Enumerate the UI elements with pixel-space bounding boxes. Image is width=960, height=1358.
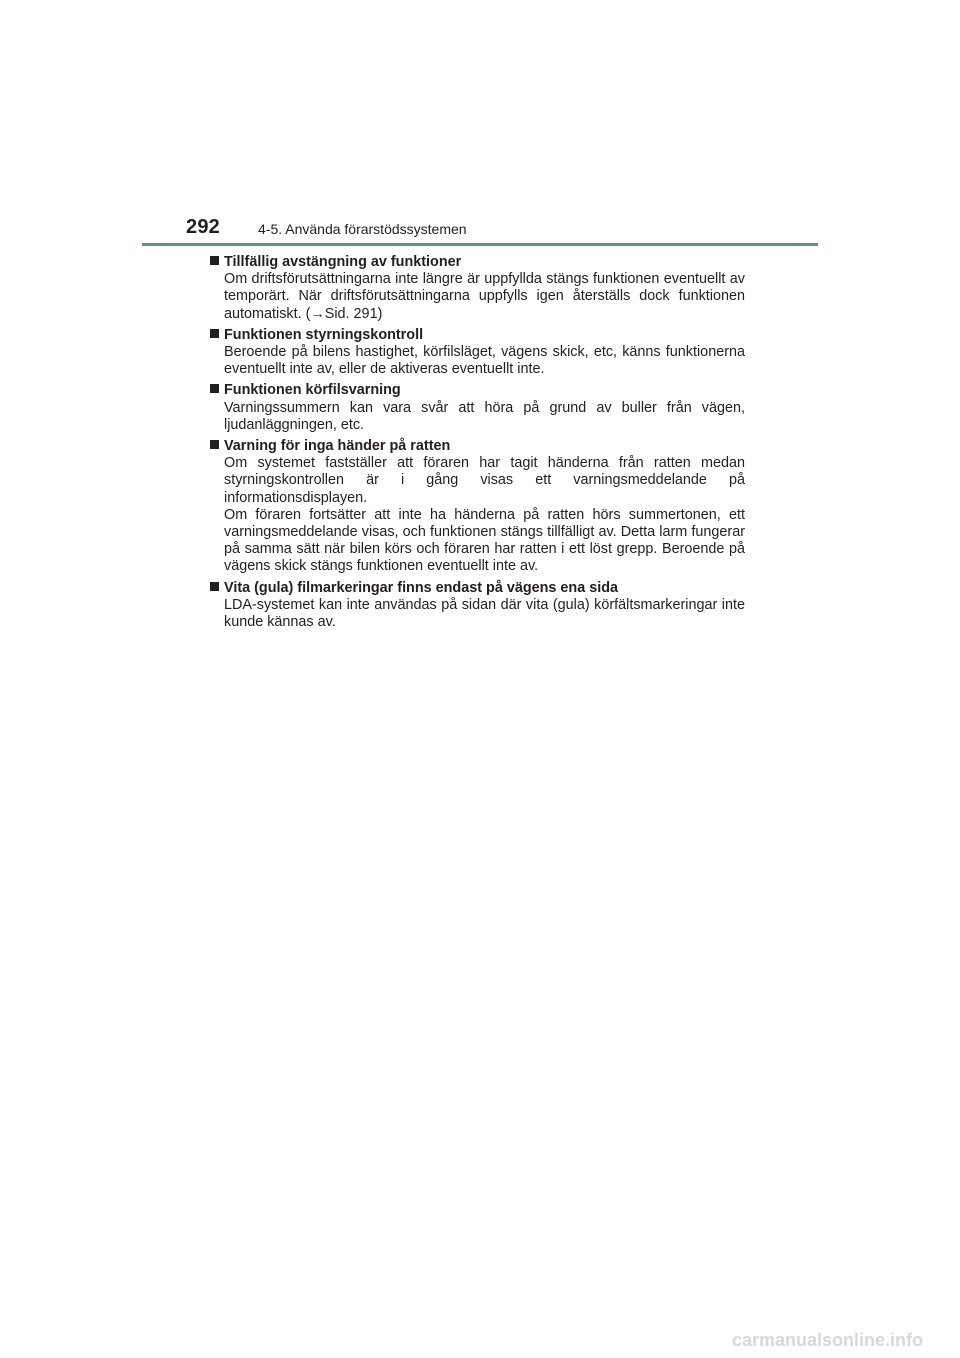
item-heading-text: Varning för inga händer på ratten <box>224 438 451 455</box>
item-paragraph: Om systemet fastställer att föraren har tagit händerna från ratten medan styrningskontrollen är i gång visas ett varningsmeddelande på informationsdisplayen. <box>224 455 745 506</box>
item-paragraph: Varningssummern kan vara svår att höra på grund av buller från vägen, ljudanläggningen, etc. <box>224 399 745 433</box>
item-paragraph: Beroende på bilens hastighet, körfilsläget, vägens skick, etc, känns funktionerna eventuellt inte av, eller de aktiveras eventuellt inte. <box>224 344 745 378</box>
square-bullet-icon <box>210 440 219 449</box>
manual-content <box>210 254 745 635</box>
item-heading-text: Funktionen styrningskontroll <box>224 326 424 343</box>
item-heading <box>210 438 745 455</box>
list-item <box>210 254 745 323</box>
list-item <box>210 580 745 632</box>
page-header <box>0 0 960 248</box>
item-heading-text: Vita (gula) filmarkeringar finns endast på vägens ena sida <box>224 579 618 596</box>
list-item <box>210 327 745 379</box>
square-bullet-icon <box>210 256 219 265</box>
page-number: 292 <box>186 216 220 238</box>
item-heading-text: Funktionen körfilsvarning <box>224 382 401 399</box>
list-item <box>210 382 745 434</box>
item-heading <box>210 327 745 344</box>
section-title: 4-5. Använda förarstödssystemen <box>258 221 467 237</box>
item-paragraph: Om driftsförutsättningarna inte längre är uppfyllda stängs funktionen eventuellt av temporärt. När driftsförutsättningarna uppfylls igen återställs dock funktionen automatiskt. (→Sid. 291) <box>224 271 745 322</box>
item-heading <box>210 580 745 597</box>
item-heading-text: Tillfällig avstängning av funktioner <box>224 254 462 270</box>
item-paragraph: Om föraren fortsätter att inte ha händerna på ratten hörs summertonen, ett varningsmeddelande visas, och funktionen stängs tillfälligt av. Detta larm fungerar på samma sätt när bilen körs och föraren har ratten i ett löst grepp. Beroende på vägens skick stängs funktionen eventuellt inte av. <box>224 506 745 575</box>
square-bullet-icon <box>210 329 219 338</box>
square-bullet-icon <box>210 582 219 591</box>
item-heading <box>210 382 745 399</box>
item-body <box>224 271 745 323</box>
header-divider <box>142 243 818 246</box>
item-body <box>224 344 745 378</box>
list-item <box>210 438 745 576</box>
item-body <box>224 455 745 575</box>
item-body <box>224 597 745 631</box>
watermark: carmanualsonline.info <box>732 1330 924 1350</box>
square-bullet-icon <box>210 384 219 393</box>
item-paragraph: LDA-systemet kan inte användas på sidan där vita (gula) körfältsmarkeringar inte kunde kännas av. <box>224 596 745 631</box>
item-body <box>224 400 745 434</box>
item-heading <box>210 254 745 271</box>
